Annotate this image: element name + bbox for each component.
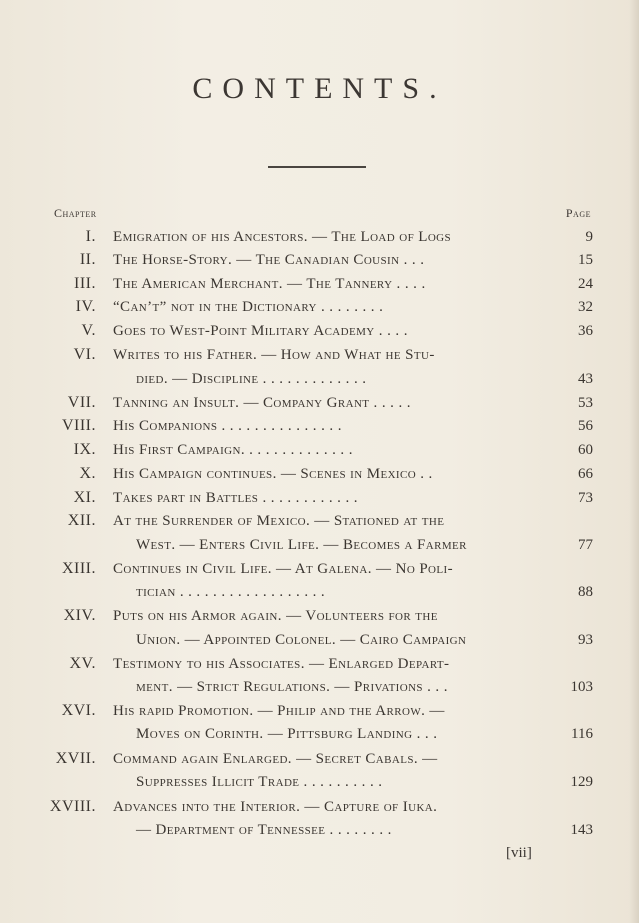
chapter-title-continued: tician . . . . . . . . . . . . . . . . . . xyxy=(136,584,326,600)
toc-line xyxy=(0,628,639,652)
chapter-title-continued: West. — Enters Civil Life. — Becomes a Farmer xyxy=(136,537,467,553)
page-number: 53 xyxy=(578,395,593,411)
chapter-number: V. xyxy=(81,322,96,339)
page-number: 9 xyxy=(585,229,593,245)
chapter-title-continued: Suppresses Illicit Trade . . . . . . . . . . xyxy=(136,774,383,790)
toc-line xyxy=(0,343,639,367)
toc-line xyxy=(0,652,639,676)
chapter-title-continued: died. — Discipline . . . . . . . . . . . . . xyxy=(136,371,367,387)
toc-line xyxy=(0,462,639,486)
page-number: 93 xyxy=(578,632,593,648)
page-number: 143 xyxy=(570,822,593,838)
toc-line xyxy=(0,795,639,819)
page-number: 56 xyxy=(578,418,593,434)
folio-page-number: [vii] xyxy=(506,845,532,861)
chapter-number: XVII. xyxy=(55,750,96,767)
chapter-title: His Companions . . . . . . . . . . . . . . . xyxy=(113,418,342,434)
toc-line xyxy=(0,675,639,699)
toc-line xyxy=(0,391,639,415)
chapter-number: VII. xyxy=(67,394,96,411)
toc-line xyxy=(0,604,639,628)
chapter-title: The Horse-Story. — The Canadian Cousin . . . xyxy=(113,252,425,268)
chapter-number: IV. xyxy=(75,298,96,315)
chapter-number: XIV. xyxy=(63,607,96,624)
chapter-title: His Campaign continues. — Scenes in Mexico . . xyxy=(113,466,433,482)
chapter-number: X. xyxy=(79,465,96,482)
page-number: 24 xyxy=(578,276,593,292)
toc-line xyxy=(0,509,639,533)
chapter-title: Continues in Civil Life. — At Galena. — No Poli- xyxy=(113,561,453,577)
page-number: 66 xyxy=(578,466,593,482)
page-column-header: Page xyxy=(565,206,591,220)
toc-line xyxy=(0,438,639,462)
chapter-title: Tanning an Insult. — Company Grant . . . . . xyxy=(113,395,411,411)
chapter-title: Takes part in Battles . . . . . . . . . . . . xyxy=(113,490,358,506)
page-title: CONTENTS. xyxy=(192,72,447,105)
chapter-number: III. xyxy=(74,275,96,292)
toc-line xyxy=(0,248,639,272)
chapter-title: The American Merchant. — The Tannery . . . . xyxy=(113,276,426,292)
page-number: 73 xyxy=(578,490,593,506)
chapter-title: His rapid Promotion. — Philip and the Arrow. — xyxy=(113,703,445,719)
chapter-column-header: Chapter xyxy=(54,206,97,220)
page-number: 88 xyxy=(578,584,593,600)
page-number: 60 xyxy=(578,442,593,458)
page-number: 77 xyxy=(578,537,593,553)
toc-line xyxy=(0,533,639,557)
toc-line xyxy=(0,486,639,510)
chapter-title: Puts on his Armor again. — Volunteers for the xyxy=(113,608,438,624)
chapter-title: Command again Enlarged. — Secret Cabals. — xyxy=(113,751,438,767)
page-number: 36 xyxy=(578,323,593,339)
toc-line xyxy=(0,722,639,746)
chapter-title: At the Surrender of Mexico. — Stationed at the xyxy=(113,513,445,529)
chapter-number: XV. xyxy=(69,655,96,672)
chapter-title-continued: Moves on Corinth. — Pittsburg Landing . . . xyxy=(136,726,438,742)
chapter-title: Testimony to his Associates. — Enlarged Depart- xyxy=(113,656,450,672)
toc-line xyxy=(0,747,639,771)
chapter-title: Emigration of his Ancestors. — The Load of Logs xyxy=(113,229,452,245)
toc-line xyxy=(0,699,639,723)
title-rule xyxy=(268,166,366,168)
toc-line xyxy=(0,557,639,581)
page-number: 43 xyxy=(578,371,593,387)
chapter-number: XI. xyxy=(73,489,96,506)
chapter-number: VI. xyxy=(73,346,96,363)
chapter-number: XII. xyxy=(67,512,96,529)
toc-line xyxy=(0,319,639,343)
chapter-title: Goes to West-Point Military Academy . . . . xyxy=(113,323,408,339)
chapter-number: XIII. xyxy=(61,560,96,577)
chapter-title: Writes to his Father. — How and What he Stu- xyxy=(113,347,435,363)
chapter-number: IX. xyxy=(73,441,96,458)
chapter-title: His First Campaign. . . . . . . . . . . . . . xyxy=(113,442,353,458)
page-number: 15 xyxy=(578,252,593,268)
page-number: 116 xyxy=(571,726,593,742)
toc-line xyxy=(0,367,639,391)
page-number: 32 xyxy=(578,299,593,315)
page-number: 129 xyxy=(570,774,593,790)
toc-line xyxy=(0,295,639,319)
chapter-title: Advances into the Interior. — Capture of Iuka. xyxy=(113,799,438,815)
chapter-number: XVIII. xyxy=(49,798,96,815)
chapter-title-continued: Union. — Appointed Colonel. — Cairo Campaign xyxy=(136,632,467,648)
chapter-title-continued: ment. — Strict Regulations. — Privations . . . xyxy=(136,679,448,695)
chapter-number: II. xyxy=(79,251,96,268)
page-number: 103 xyxy=(570,679,593,695)
chapter-title: “Can’t” not in the Dictionary . . . . . . . . xyxy=(113,299,384,315)
toc-line xyxy=(0,770,639,794)
toc-line xyxy=(0,272,639,296)
toc-line xyxy=(0,414,639,438)
chapter-number: I. xyxy=(85,228,96,245)
chapter-number: VIII. xyxy=(61,417,96,434)
toc-line xyxy=(0,818,639,842)
toc-line xyxy=(0,225,639,249)
chapter-number: XVI. xyxy=(61,702,96,719)
toc-line xyxy=(0,580,639,604)
chapter-title-continued: — Department of Tennessee . . . . . . . . xyxy=(136,822,392,838)
